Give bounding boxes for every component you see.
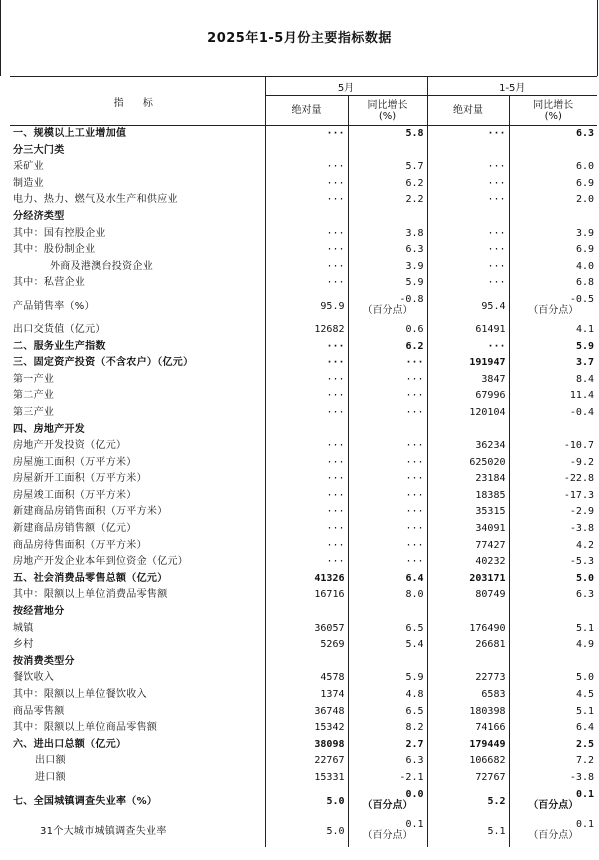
abs-jan-may-cell: 3847 xyxy=(427,372,509,389)
table-row xyxy=(10,621,597,638)
abs-jan-may-cell: 22773 xyxy=(427,670,509,687)
growth-jan-may-cell: 5.1 xyxy=(575,705,594,717)
table-row xyxy=(10,226,597,243)
row-label: 房屋新开工面积（万平方米） xyxy=(10,471,265,488)
abs-may-cell: ··· xyxy=(265,388,348,405)
row-label: 分三大门类 xyxy=(10,143,265,160)
row-label: 31个大城市城镇调查失业率 xyxy=(10,817,265,847)
table-row xyxy=(10,275,597,292)
growth-may-cell: 8.2 xyxy=(348,720,427,737)
row-label: 分经济类型 xyxy=(10,209,265,226)
abs-may-cell: 5.0 xyxy=(265,817,348,847)
table-row xyxy=(10,538,597,555)
table-row xyxy=(10,770,597,787)
row-label: 七、全国城镇调查失业率（%） xyxy=(10,787,265,817)
abs-jan-may-cell xyxy=(427,422,509,439)
abs-jan-may-cell: 120104 xyxy=(427,405,509,422)
table-row xyxy=(10,704,597,721)
growth-unit: (%) xyxy=(378,110,397,122)
abs-jan-may-cell: 23184 xyxy=(427,471,509,488)
abs-jan-may-cell: ··· xyxy=(427,242,509,259)
abs-may-cell: 15342 xyxy=(265,720,348,737)
cell-value: 0.1 xyxy=(575,818,594,830)
growth-jan-may-cell xyxy=(509,817,597,847)
abs-may-cell: ··· xyxy=(265,355,348,372)
table-row xyxy=(10,753,597,770)
growth-jan-may-cell: 5.1 xyxy=(575,622,594,634)
row-label: 四、房地产开发 xyxy=(10,422,265,439)
unit-note: （百分点） xyxy=(362,304,413,316)
row-label: 房地产开发投资（亿元） xyxy=(10,438,265,455)
row-label: 采矿业 xyxy=(10,159,265,176)
abs-may-cell: ··· xyxy=(265,259,348,276)
growth-may-cell: 4.8 xyxy=(348,687,427,704)
row-label: 三、固定资产投资（不含农户）（亿元） xyxy=(10,355,265,372)
abs-may-cell: ··· xyxy=(265,226,348,243)
abs-may-cell: 95.9 xyxy=(265,292,348,322)
table-row xyxy=(10,817,597,847)
abs-may-cell xyxy=(265,209,348,226)
growth-jan-may-cell: 6.3 xyxy=(575,589,594,601)
growth-jan-may-cell xyxy=(509,143,597,160)
growth-may-cell xyxy=(348,422,427,439)
growth-jan-may-cell: 2.5 xyxy=(575,738,594,750)
table-row xyxy=(10,554,597,571)
growth-jan-may-cell: 5.9 xyxy=(575,340,594,352)
growth-unit: (%) xyxy=(544,110,562,122)
row-label: 餐饮收入 xyxy=(10,670,265,687)
abs-may-cell: 38098 xyxy=(265,737,348,754)
growth-jan-may-cell: 6.0 xyxy=(575,161,594,173)
table-row xyxy=(10,787,597,817)
row-label: 房屋竣工面积（万平方米） xyxy=(10,488,265,505)
table-row xyxy=(10,126,597,143)
abs-jan-may-cell: 72767 xyxy=(427,770,509,787)
growth-jan-may-cell: 5.0 xyxy=(575,672,594,684)
row-label: 按消费类型分 xyxy=(10,654,265,671)
growth-may-cell xyxy=(348,654,427,671)
growth-header-may xyxy=(348,96,427,126)
growth-may-cell: 3.9 xyxy=(348,259,427,276)
growth-header-jan-may xyxy=(509,96,597,126)
abs-jan-may-cell: 35315 xyxy=(427,504,509,521)
table-row xyxy=(10,422,597,439)
growth-jan-may-cell: -17.3 xyxy=(563,489,594,501)
indicator-table xyxy=(10,76,597,847)
abs-may-cell: 36057 xyxy=(265,621,348,638)
table-row xyxy=(10,521,597,538)
abs-jan-may-cell: ··· xyxy=(427,176,509,193)
growth-jan-may-cell: 6.8 xyxy=(575,277,594,289)
growth-jan-may-cell xyxy=(509,292,597,322)
abs-header-may: 绝对量 xyxy=(265,96,348,126)
abs-may-cell: 36748 xyxy=(265,704,348,721)
growth-jan-may-cell: -9.2 xyxy=(569,456,594,468)
row-label: 乡村 xyxy=(10,637,265,654)
table-row xyxy=(10,720,597,737)
abs-may-cell: ··· xyxy=(265,242,348,259)
table-row xyxy=(10,438,597,455)
growth-jan-may-cell: 3.7 xyxy=(575,357,594,369)
growth-jan-may-cell xyxy=(509,654,597,671)
growth-jan-may-cell: 2.0 xyxy=(575,194,594,206)
growth-jan-may-cell: 4.9 xyxy=(575,639,594,651)
table-row xyxy=(10,388,597,405)
abs-may-cell xyxy=(265,604,348,621)
abs-may-cell: ··· xyxy=(265,438,348,455)
abs-jan-may-cell: 26681 xyxy=(427,637,509,654)
abs-jan-may-cell: 95.4 xyxy=(427,292,509,322)
unit-note: （百分点） xyxy=(362,829,413,841)
abs-jan-may-cell: 5.1 xyxy=(427,817,509,847)
growth-jan-may-cell: 6.9 xyxy=(575,244,594,256)
abs-jan-may-cell: 106682 xyxy=(427,753,509,770)
cell-value: -0.5 xyxy=(569,293,594,305)
table-row xyxy=(10,159,597,176)
header-row-period xyxy=(10,77,597,96)
growth-jan-may-cell: 6.9 xyxy=(575,177,594,189)
abs-jan-may-cell: 6583 xyxy=(427,687,509,704)
table-row xyxy=(10,242,597,259)
abs-jan-may-cell: 80749 xyxy=(427,587,509,604)
growth-may-cell: 3.8 xyxy=(348,226,427,243)
abs-jan-may-cell: 74166 xyxy=(427,720,509,737)
row-label: 出口额 xyxy=(10,753,265,770)
growth-jan-may-cell: 6.3 xyxy=(575,128,594,139)
abs-jan-may-cell xyxy=(427,604,509,621)
table-row xyxy=(10,687,597,704)
abs-may-cell: 16716 xyxy=(265,587,348,604)
growth-jan-may-cell xyxy=(509,422,597,439)
abs-may-cell: ··· xyxy=(265,504,348,521)
growth-jan-may-cell: 3.9 xyxy=(575,227,594,239)
cell-value: -0.8 xyxy=(399,293,424,305)
abs-jan-may-cell xyxy=(427,209,509,226)
abs-jan-may-cell: 625020 xyxy=(427,455,509,472)
abs-jan-may-cell: ··· xyxy=(427,259,509,276)
growth-jan-may-cell: 6.4 xyxy=(575,722,594,734)
abs-may-cell: ··· xyxy=(265,176,348,193)
growth-may-cell: ··· xyxy=(348,388,427,405)
unit-note: （百分点） xyxy=(528,829,579,841)
growth-jan-may-cell: -0.4 xyxy=(569,406,594,418)
abs-jan-may-cell: 179449 xyxy=(427,737,509,754)
table-row xyxy=(10,504,597,521)
abs-jan-may-cell: 61491 xyxy=(427,322,509,339)
table-row xyxy=(10,405,597,422)
growth-may-cell: 5.9 xyxy=(348,275,427,292)
table-row xyxy=(10,176,597,193)
growth-may-cell: 5.8 xyxy=(348,126,427,143)
abs-may-cell: ··· xyxy=(265,455,348,472)
growth-may-cell: 6.3 xyxy=(348,753,427,770)
abs-may-cell: ··· xyxy=(265,372,348,389)
growth-may-cell xyxy=(348,604,427,621)
abs-may-cell xyxy=(265,422,348,439)
growth-may-cell: 0.6 xyxy=(348,322,427,339)
row-label: 一、规模以上工业增加值 xyxy=(10,126,265,143)
table-row xyxy=(10,455,597,472)
table-row xyxy=(10,322,597,339)
growth-may-cell xyxy=(348,817,427,847)
growth-may-cell: 6.5 xyxy=(348,621,427,638)
table-row xyxy=(10,587,597,604)
table-row xyxy=(10,604,597,621)
abs-jan-may-cell: 191947 xyxy=(427,355,509,372)
indicator-header: 指 标 xyxy=(10,77,265,126)
growth-jan-may-cell: 4.5 xyxy=(575,689,594,700)
growth-may-cell: -2.1 xyxy=(348,770,427,787)
row-label: 外商及港澳台投资企业 xyxy=(10,259,265,276)
row-label: 新建商品房销售面积（万平方米） xyxy=(10,504,265,521)
row-label: 制造业 xyxy=(10,176,265,193)
row-label: 商品房待售面积（万平方米） xyxy=(10,538,265,555)
growth-may-cell xyxy=(348,143,427,160)
growth-may-cell: ··· xyxy=(348,521,427,538)
abs-may-cell: ··· xyxy=(265,339,348,356)
growth-may-cell: ··· xyxy=(348,455,427,472)
growth-may-cell: ··· xyxy=(348,488,427,505)
row-label: 其中：国有控股企业 xyxy=(10,226,265,243)
row-label: 房屋施工面积（万平方米） xyxy=(10,455,265,472)
growth-jan-may-cell xyxy=(509,604,597,621)
abs-jan-may-cell: 34091 xyxy=(427,521,509,538)
row-label: 二、服务业生产指数 xyxy=(10,339,265,356)
row-label: 产品销售率（%） xyxy=(10,292,265,322)
abs-jan-may-cell: 36234 xyxy=(427,438,509,455)
table-row xyxy=(10,355,597,372)
abs-jan-may-cell: 5.2 xyxy=(427,787,509,817)
abs-jan-may-cell: 203171 xyxy=(427,571,509,588)
abs-may-cell: 12682 xyxy=(265,322,348,339)
growth-label: 同比增长 xyxy=(367,99,408,111)
abs-may-cell: 15331 xyxy=(265,770,348,787)
growth-may-cell xyxy=(348,787,427,817)
abs-jan-may-cell: 176490 xyxy=(427,621,509,638)
abs-jan-may-cell: ··· xyxy=(427,339,509,356)
cell-value: 0.1 xyxy=(405,818,424,830)
row-label: 六、进出口总额（亿元） xyxy=(10,737,265,754)
row-label: 城镇 xyxy=(10,621,265,638)
row-label: 按经营地分 xyxy=(10,604,265,621)
period-may-header: 5月 xyxy=(265,77,427,96)
abs-may-cell: ··· xyxy=(265,488,348,505)
abs-may-cell: ··· xyxy=(265,554,348,571)
growth-may-cell: ··· xyxy=(348,372,427,389)
growth-may-cell xyxy=(348,292,427,322)
abs-jan-may-cell xyxy=(427,654,509,671)
abs-may-cell: 5269 xyxy=(265,637,348,654)
growth-jan-may-cell: 11.4 xyxy=(569,390,594,402)
period-jan-may-header: 1-5月 xyxy=(427,77,597,96)
growth-may-cell: 6.4 xyxy=(348,571,427,588)
abs-may-cell: ··· xyxy=(265,159,348,176)
growth-jan-may-cell: 4.1 xyxy=(575,323,594,335)
abs-may-cell: ··· xyxy=(265,126,348,143)
abs-jan-may-cell: ··· xyxy=(427,159,509,176)
unit-note: （百分点） xyxy=(362,799,413,811)
abs-may-cell: ··· xyxy=(265,521,348,538)
abs-jan-may-cell: 18385 xyxy=(427,488,509,505)
growth-jan-may-cell: 8.4 xyxy=(575,373,594,385)
growth-jan-may-cell: -3.8 xyxy=(569,771,594,783)
growth-may-cell: 6.3 xyxy=(348,242,427,259)
growth-may-cell: ··· xyxy=(348,438,427,455)
table-row xyxy=(10,654,597,671)
row-label: 第三产业 xyxy=(10,405,265,422)
abs-jan-may-cell: 180398 xyxy=(427,704,509,721)
row-label: 其中：限额以上单位消费品零售额 xyxy=(10,587,265,604)
abs-may-cell: ··· xyxy=(265,471,348,488)
table-row xyxy=(10,571,597,588)
cell-value: 0.0 xyxy=(405,788,424,800)
growth-may-cell: ··· xyxy=(348,538,427,555)
growth-may-cell: 5.7 xyxy=(348,159,427,176)
page-title: 2025年1-5月份主要指标数据 xyxy=(207,31,392,46)
growth-may-cell: 6.5 xyxy=(348,704,427,721)
row-label: 新建商品房销售额（亿元） xyxy=(10,521,265,538)
row-label: 其中：限额以上单位商品零售额 xyxy=(10,720,265,737)
table-row xyxy=(10,670,597,687)
growth-jan-may-cell: 4.0 xyxy=(575,260,594,272)
row-label: 第一产业 xyxy=(10,372,265,389)
row-label: 第二产业 xyxy=(10,388,265,405)
growth-jan-may-cell xyxy=(509,209,597,226)
growth-may-cell: ··· xyxy=(348,405,427,422)
table-row xyxy=(10,637,597,654)
row-label: 电力、热力、燃气及水生产和供应业 xyxy=(10,192,265,209)
abs-may-cell: ··· xyxy=(265,405,348,422)
abs-jan-may-cell: ··· xyxy=(427,226,509,243)
table-row xyxy=(10,292,597,322)
row-label: 其中：股份制企业 xyxy=(10,242,265,259)
growth-may-cell: 8.0 xyxy=(348,587,427,604)
row-label: 进口额 xyxy=(10,770,265,787)
growth-may-cell: ··· xyxy=(348,355,427,372)
growth-may-cell: 2.7 xyxy=(348,737,427,754)
abs-may-cell: 4578 xyxy=(265,670,348,687)
row-label: 出口交货值（亿元） xyxy=(10,322,265,339)
growth-may-cell: 6.2 xyxy=(348,339,427,356)
table-row xyxy=(10,143,597,160)
abs-may-cell: 41326 xyxy=(265,571,348,588)
table-row xyxy=(10,259,597,276)
abs-may-cell: 5.0 xyxy=(265,787,348,817)
abs-may-cell: ··· xyxy=(265,192,348,209)
table-row xyxy=(10,471,597,488)
unit-note: （百分点） xyxy=(528,799,579,811)
row-label: 其中：私营企业 xyxy=(10,275,265,292)
growth-jan-may-cell: 7.2 xyxy=(575,755,594,767)
abs-may-cell xyxy=(265,143,348,160)
cell-value: 0.1 xyxy=(575,788,594,800)
row-label: 其中：限额以上单位餐饮收入 xyxy=(10,687,265,704)
growth-may-cell: 5.9 xyxy=(348,670,427,687)
abs-may-cell: 22767 xyxy=(265,753,348,770)
abs-jan-may-cell: 40232 xyxy=(427,554,509,571)
abs-jan-may-cell xyxy=(427,143,509,160)
abs-jan-may-cell: ··· xyxy=(427,126,509,143)
unit-note: （百分点） xyxy=(528,304,579,316)
growth-jan-may-cell: -2.9 xyxy=(569,506,594,518)
growth-jan-may-cell: 4.2 xyxy=(575,539,594,551)
table-row xyxy=(10,192,597,209)
row-label: 商品零售额 xyxy=(10,704,265,721)
growth-jan-may-cell: -5.3 xyxy=(569,556,594,568)
growth-may-cell: 6.2 xyxy=(348,176,427,193)
abs-jan-may-cell: 67996 xyxy=(427,388,509,405)
growth-jan-may-cell xyxy=(509,787,597,817)
growth-may-cell: ··· xyxy=(348,504,427,521)
abs-jan-may-cell: ··· xyxy=(427,275,509,292)
table-row xyxy=(10,372,597,389)
growth-may-cell: 5.4 xyxy=(348,637,427,654)
abs-jan-may-cell: ··· xyxy=(427,192,509,209)
abs-may-cell xyxy=(265,654,348,671)
table-row xyxy=(10,737,597,754)
growth-may-cell: ··· xyxy=(348,471,427,488)
table-row xyxy=(10,209,597,226)
growth-jan-may-cell: 5.0 xyxy=(575,572,594,584)
growth-may-cell: 2.2 xyxy=(348,192,427,209)
growth-may-cell xyxy=(348,209,427,226)
abs-jan-may-cell: 77427 xyxy=(427,538,509,555)
growth-jan-may-cell: -10.7 xyxy=(563,440,594,452)
growth-label: 同比增长 xyxy=(533,99,574,111)
abs-may-cell: ··· xyxy=(265,538,348,555)
row-label: 房地产开发企业本年到位资金（亿元） xyxy=(10,554,265,571)
growth-jan-may-cell: -22.8 xyxy=(563,473,594,485)
row-label: 五、社会消费品零售总额（亿元） xyxy=(10,571,265,588)
abs-may-cell: 1374 xyxy=(265,687,348,704)
growth-may-cell: ··· xyxy=(348,554,427,571)
abs-may-cell: ··· xyxy=(265,275,348,292)
table-row xyxy=(10,488,597,505)
growth-jan-may-cell: -3.8 xyxy=(569,523,594,535)
table-row xyxy=(10,339,597,356)
abs-header-jan-may: 绝对量 xyxy=(427,96,509,126)
